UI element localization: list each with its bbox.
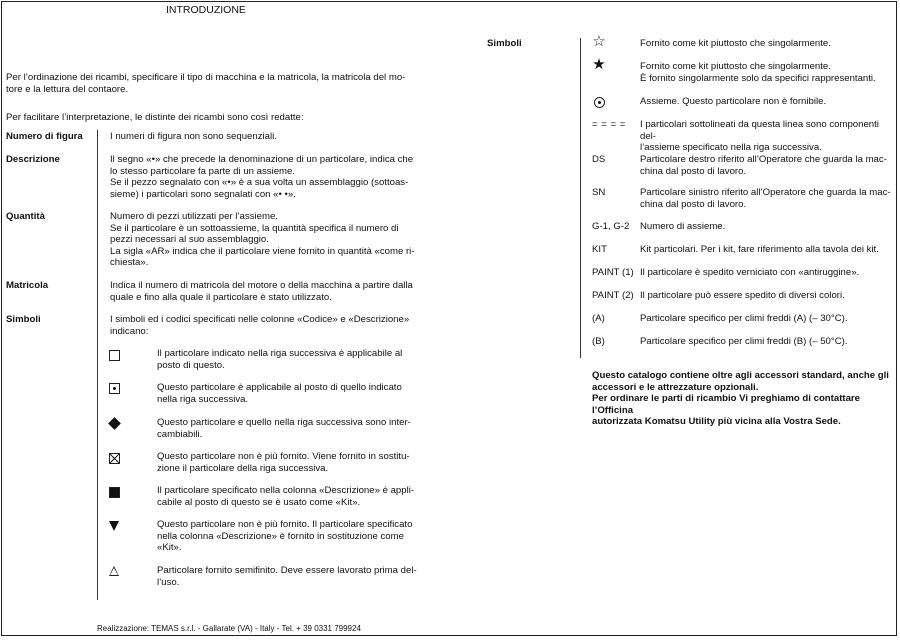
crossed-square-icon — [107, 451, 121, 465]
triangle-down-icon — [107, 519, 121, 533]
page-title: INTRODUZIONE — [166, 4, 246, 16]
symbol-desc: Questo particolare non è più fornito. Viene fornito in sostitu- zione il particolare della riga successiva. — [157, 451, 410, 474]
right-entry-code: DS — [592, 154, 606, 165]
term-simboli-desc: I simboli ed i codici specificati nelle colonne «Codice» e «Descrizione» indicano: — [110, 314, 410, 337]
symbol-desc: Il particolare specificato nella colonna «Descrizione» è appli- cabile al posto di questo se è usato come «Kit». — [157, 485, 415, 508]
intro-line: Per l’ordinazione dei ricambi, specificare il tipo di macchina e la matricola, la matricola del mo- — [6, 72, 406, 83]
intro-line: tore e la lettura del contaore. — [6, 83, 129, 95]
right-entry-desc: Particolare sinistro riferito all’Operatore che guarda la mac- china dal posto di lavoro. — [640, 187, 891, 210]
symbol-desc: Particolare fornito semifinito. Deve essere lavorato prima del- l’uso. — [157, 565, 417, 588]
right-entry-code: KIT — [592, 244, 607, 255]
right-entry-code: (A) — [592, 313, 605, 324]
right-entry-code: PAINT (1) — [592, 267, 634, 278]
left-column-divider — [97, 130, 98, 600]
term-descrizione: Descrizione — [6, 154, 60, 165]
right-entry-desc: Particolare specifico per climi freddi (B) (– 50°C). — [640, 336, 848, 347]
filled-square-icon — [107, 485, 121, 499]
manual-page — [1, 1, 897, 636]
symbol-desc: Il particolare indicato nella riga successiva è applicabile al posto di questo. — [157, 348, 403, 371]
intro-paragraph-1 — [6, 72, 405, 95]
right-entry-desc: Fornito come kit piuttosto che singolarmente. È fornito singolarmente solo da specifici rappresentanti. — [640, 61, 876, 84]
triangle-up-icon — [107, 564, 121, 578]
right-heading-simboli: Simboli — [487, 38, 522, 49]
right-entry-desc: Il particolare è spedito verniciato con «antiruggine». — [640, 267, 860, 278]
intro-paragraph-2: Per facilitare l’interpretazione, le distinte dei ricambi sono così redatte: — [6, 112, 304, 123]
diamond-icon — [107, 416, 121, 430]
dotted-square-icon — [107, 381, 121, 395]
term-quantita-desc: Numero di pezzi utilizzati per l’assieme. Se il particolare è un sottoassieme, la quantità specifica il numero di pezzi necessari al suo assemblaggio. La sigla «AR» indica che il particolare viene fornito in quantità «come ri- chiesta». — [110, 211, 415, 269]
symbol-desc: Questo particolare è applicabile al posto di quello indicato nella riga successiva. — [157, 382, 402, 405]
right-entry-code: = = = = — [592, 119, 626, 130]
term-numero-di-figura-desc: I numeri di figura non sono sequenziali. — [110, 131, 277, 142]
right-entry-desc: Assieme. Questo particolare non è fornibile. — [640, 96, 827, 107]
star-outline-icon: ☆ — [592, 33, 606, 50]
right-entry-code: G-1, G-2 — [592, 221, 630, 232]
right-entry-desc: Numero di assieme. — [640, 221, 726, 232]
term-quantita: Quantità — [6, 211, 45, 222]
term-matricola: Matricola — [6, 280, 49, 291]
right-entry-desc: Fornito come kit piuttosto che singolarmente. — [640, 38, 831, 49]
right-column-divider — [580, 38, 581, 358]
symbol-desc: Questo particolare e quello nella riga successiva sono inter- cambiabili. — [157, 417, 411, 440]
term-matricola-desc: Indica il numero di matricola del motore o della macchina a partire dalla quale e fino alla quale il particolare è stato utilizzato. — [110, 280, 413, 303]
empty-square-icon — [107, 348, 121, 362]
term-numero-di-figura: Numero di figura — [6, 131, 83, 142]
catalog-note: Questo catalogo contiene oltre agli accessori standard, anche gli accessori e le attrezzature opzionali. Per ordinare le parti di ricambio Vi preghiamo di contattare l’Officina autorizzata Komatsu Utility più vicina alla Vostra Sede. — [592, 370, 889, 428]
right-entry-desc: Il particolare può essere spedito di diversi colori. — [640, 290, 845, 301]
term-simboli: Simboli — [6, 314, 41, 325]
right-entry-code: (B) — [592, 336, 605, 347]
term-descrizione-desc: Il segno «•» che precede la denominazione di un particolare, indica che lo stesso particolare fa parte di un assieme. Se il pezzo segnalato con «•» è a sua volta un assemblaggio (sottoas- sieme) i particolari sono segnalati con «• •». — [110, 154, 414, 200]
right-entry-code: SN — [592, 187, 606, 198]
right-entry-code: PAINT (2) — [592, 290, 634, 301]
circled-dot-icon — [592, 95, 606, 109]
star-filled-icon: ★ — [592, 56, 606, 73]
right-entry-desc: Kit particolari. Per i kit, fare riferimento alla tavola dei kit. — [640, 244, 879, 255]
right-entry-desc: I particolari sottolineati da questa linea sono componenti del- l’assieme specificato nella riga successiva. — [640, 119, 879, 154]
right-entry-desc: Particolare specifico per climi freddi (A) (– 30°C). — [640, 313, 848, 324]
symbol-desc: Questo particolare non è più fornito. Il particolare specificato nella colonna «Descrizione» è fornito in sostituzione come «Kit». — [157, 519, 413, 554]
page-footer: Realizzazione: TEMAS s.r.l. - Gallarate (VA) - Italy - Tel. + 39 0331 799924 — [97, 624, 361, 633]
right-entry-desc: Particolare destro riferito all’Operatore che guarda la mac- china dal posto di lavoro. — [640, 154, 887, 177]
